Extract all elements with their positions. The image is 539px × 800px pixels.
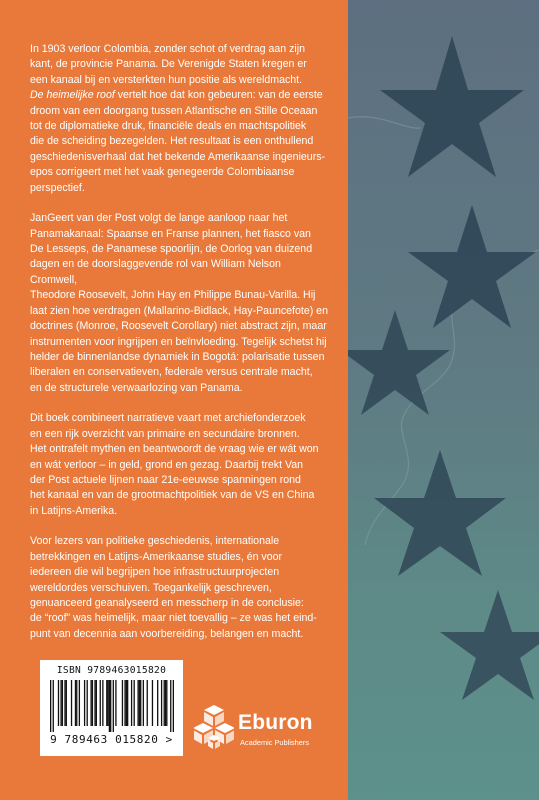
text-line: laat zien hoe verdragen (Mallarino-Bidlack, Hay-Pauncefote) en: [30, 304, 328, 317]
text-line: Het ontrafelt mythen en beantwoordt de vraag wie er wát won: [30, 443, 319, 456]
isbn-barcode: [40, 660, 183, 756]
barcode-bar: [170, 680, 171, 732]
text-line: der Post actuele lijnen naar 21e-eeuwse spanningen rond: [30, 473, 301, 486]
text-line: Dit boek combineert narratieve vaart met archiefonderzoek: [30, 412, 306, 425]
blurb-paragraph-4: [30, 534, 330, 642]
barcode-bar: [64, 680, 65, 726]
barcode-bar: [107, 680, 108, 726]
publisher-subtitle: Academic Publishers: [240, 738, 310, 747]
barcode-bar: [53, 680, 54, 732]
barcode-bar: [134, 680, 135, 726]
barcode-bar: [173, 680, 174, 732]
barcode-digits: 9 789463 015820 >: [50, 733, 173, 746]
barcode-bar: [110, 680, 111, 732]
text-line: punt van decennia aan voorbereiding, belangen en macht.: [30, 627, 304, 640]
barcode-bar: [94, 680, 95, 726]
text-line: liberalen en conservatieven, federale versus centrale macht,: [30, 366, 313, 379]
text-line: vertelt hoe dat kon gebeuren: van de eerste: [114, 89, 323, 102]
text-line: JanGeert van der Post volgt de lange aanloop naar het: [30, 212, 288, 225]
barcode-bar: [115, 680, 116, 726]
barcode-bar: [166, 680, 167, 726]
text-line: het kanaal en van de grootmachtpolitiek van de VS en China: [30, 489, 315, 502]
text-line: en de structurele verwaarlozing van Panama.: [30, 381, 243, 394]
barcode-bar: [147, 680, 148, 726]
barcode-bar: [124, 680, 125, 726]
text-line: tot de diplomatieke druk, financiële deals en machtspolitiek: [30, 120, 307, 133]
text-line: de “roof” was heimelijk, maar niet toevallig – ze was het eind-: [30, 612, 317, 625]
barcode-bar: [113, 680, 114, 732]
book-title-italic: De heimelijke roof: [30, 89, 115, 102]
text-line: De Lesseps, de Panamese spoorlijn, de Oorlog van duizend: [30, 243, 313, 256]
text-line: dagen en de doorslaggevende rol van William Nelson Cromwell,: [30, 258, 281, 286]
barcode-bar: [165, 680, 166, 726]
barcode-bar: [79, 680, 80, 726]
star-shape: [440, 590, 539, 700]
barcode-bar: [66, 680, 67, 726]
barcode-bar: [143, 680, 144, 726]
text-line: een kanaal bij en versterkten hun positie als wereldmacht.: [30, 73, 303, 86]
barcode-bar: [139, 680, 140, 726]
barcode-bar: [60, 680, 61, 726]
star-shape: [340, 310, 450, 415]
text-line: instrumenten voor ingrijpen en beïnvloeding. Tegelijk schetst hij: [30, 335, 327, 348]
text-line: epos corrigeert met het vaak genegeerde Colombiaanse: [30, 166, 295, 179]
back-cover-blurb: [30, 42, 330, 657]
text-line: doctrines (Monroe, Roosevelt Corollary) niet abstract zijn, maar: [30, 320, 327, 333]
isbn-label: ISBN 9789463015820: [56, 665, 167, 676]
text-line: droom van een doorgang tussen Atlantische en Stille Oceaan: [30, 104, 318, 117]
barcode-bar: [122, 680, 123, 726]
barcode-bar: [164, 680, 165, 726]
barcode-bar: [100, 680, 101, 726]
barcode-bar: [126, 680, 127, 726]
barcode-bar: [58, 680, 59, 726]
barcode-bar: [152, 680, 153, 726]
barcode-bar: [157, 680, 158, 726]
barcode-bar: [127, 680, 128, 726]
publisher-name: Eburon: [238, 711, 313, 734]
text-line: In 1903 verloor Colombia, zonder schot of verdrag aan zijn: [30, 43, 306, 55]
barcode-bars: [50, 680, 174, 732]
text-line: genuanceerd geanalyseerd en messcherp in de conclusie:: [30, 596, 304, 609]
barcode-bar: [76, 680, 77, 726]
barcode-bar: [84, 680, 85, 726]
barcode-bar: [62, 680, 63, 726]
barcode-bar: [87, 680, 88, 726]
barcode-bar: [71, 680, 72, 726]
publisher-logo: [194, 705, 324, 755]
blurb-paragraph-1: [30, 42, 330, 196]
star-shape: [408, 205, 536, 328]
barcode-bar: [90, 680, 91, 726]
barcode-bar: [109, 680, 110, 732]
text-line: Theodore Roosevelt, John Hay en Philippe Bunau-Varilla. Hij: [30, 289, 316, 302]
text-line: in Latijns-Amerika.: [30, 504, 118, 517]
text-line: geschiedenisverhaal dat het bekende Amerikaanse ingenieurs-: [30, 150, 326, 163]
barcode-bar: [106, 680, 107, 726]
text-line: perspectief.: [30, 181, 85, 194]
barcode-bar: [140, 680, 141, 726]
text-line: Panamakanaal: Spaanse en Franse plannen, het fiasco van: [30, 227, 311, 240]
text-line: Voor lezers van politieke geschiedenis, internationale: [30, 535, 280, 548]
barcode-bar: [96, 680, 97, 726]
blurb-paragraph-2: [30, 211, 330, 396]
barcode-bar: [92, 680, 93, 726]
text-line: betrekkingen en Latijns-Amerikaanse studies, én voor: [30, 550, 283, 563]
text-line: en wát verloor – in geld, grond en gezag. Daarbij trekt Van: [30, 458, 304, 471]
text-line: helder de binnenlandse dynamiek in Bogotá: polarisatie tussen: [30, 350, 325, 363]
star-shape: [380, 36, 524, 177]
text-line: en een rijk overzicht van primaire en secundaire bronnen.: [30, 427, 300, 440]
text-line: wereldordes verschuiven. Toegankelijk geschreven,: [30, 581, 272, 594]
text-line: die de scheiding bezegelden. Het resultaat is een onthullend: [30, 135, 314, 148]
blurb-paragraph-3: [30, 411, 330, 519]
barcode-bar: [75, 680, 76, 726]
barcode-bar: [131, 680, 132, 726]
star-shape: [374, 450, 506, 576]
barcode-bar: [137, 680, 138, 726]
eburon-cube-logo-icon: [194, 705, 234, 751]
barcode-bar: [102, 680, 103, 726]
barcode-bar: [50, 680, 51, 732]
barcode-bar: [161, 680, 162, 726]
text-line: iedereen die wil begrijpen hoe infrastructuurprojecten: [30, 566, 280, 579]
text-line: kant, de provincie Panama. De Verenigde Staten kregen er: [30, 58, 307, 71]
